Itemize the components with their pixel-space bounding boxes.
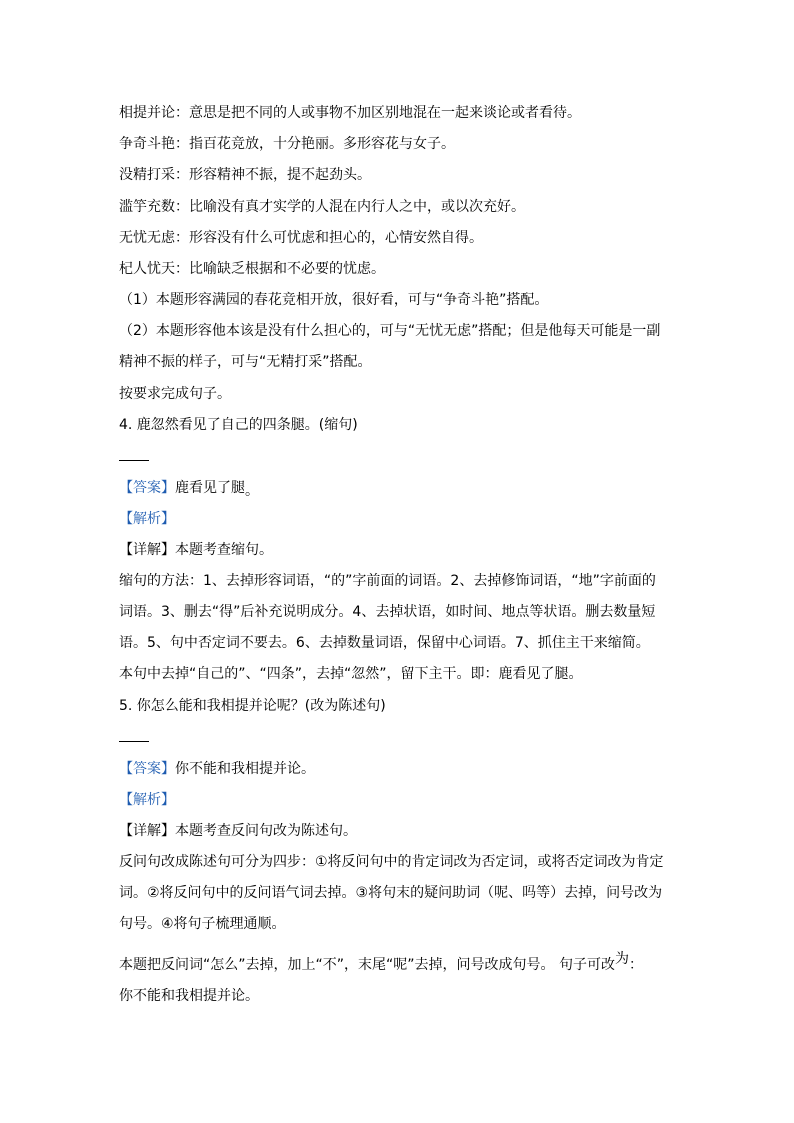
answer-tail: 。 [245,483,259,499]
analysis-label: 【解析】 [119,511,175,527]
definition-qirenyoutian: 杞人忧天：比喻缺乏根据和不必要的忧虑。 [119,261,385,277]
definition-zhengqidouyan: 争奇斗艳：指百花竞放，十分艳丽。多形容花与女子。 [119,136,455,152]
answer-row [119,478,259,498]
section-instruction: 按要求完成句子。 [119,386,231,402]
method-line-1: 缩句的方法：1、去掉形容词语，“的”字前面的词语。2、去掉修饰词语，“地”字前面的 [119,573,656,589]
steps-line-1: 反问句改成陈述句可分为四步：①将反问句中的肯定词改为否定词，或将否定词改为肯定 [119,854,664,870]
q5-conclusion-line-2: 你不能和我相提并论。 [119,988,259,1004]
q4-conclusion: 本句中去掉“自己的”、“四条”，去掉“忽然”，留下主干。即：鹿看见了腿。 [119,666,583,682]
detail-label: 【详解】 [119,823,175,839]
steps-line-3: 句号。④将句子梳理通顺。 [119,916,286,932]
definition-xiangtibinglun: 相提并论：意思是把不同的人或事物不加区别地混在一起来谈论或者看待。 [119,105,581,121]
answer-blank-line [119,460,149,461]
detail-text: 本题考查缩句。 [175,542,273,558]
answer-row [119,759,315,779]
analysis-label: 【解析】 [119,792,175,808]
steps-line-2: 词。②将反问句中的反问语气词去掉。③将句末的疑问助词（呢、吗等）去掉，问号改为 [119,885,663,901]
definition-lanyuchongshu: 滥竽充数：比喻没有真才实学的人混在内行人之中，或以次充好。 [119,199,525,215]
explanation-part-2b: 精神不振的样子，可与“无精打采”搭配。 [119,354,372,370]
method-line-3: 语。5、句中否定词不要去。6、去掉数量词语，保留中心词语。7、抓住主干来缩简。 [119,635,650,651]
question-4: 4. 鹿忽然看见了自己的四条腿。(缩句) [119,417,358,433]
conclusion-colon: ： [628,957,643,973]
explanation-part-2a: （2）本题形容他本该是没有什么担心的，可与“无忧无虑”搭配；但是他每天可能是一副 [119,323,661,339]
detail-row [119,540,273,560]
detail-row [119,821,357,841]
conclusion-superscript: 为 [614,951,629,967]
conclusion-text: 本题把反问词“怎么”去掉，加上“不”，末尾“呢”去掉，问号改成句号。 句子可改 [119,957,615,973]
question-5: 5. 你怎么能和我相提并论呢？(改为陈述句) [119,698,386,714]
explanation-part-1: （1）本题形容满园的春花竞相开放，很好看，可与“争奇斗艳”搭配。 [119,292,549,308]
definition-wuyouwulv: 无忧无虑：形容没有什么可忧虑和担心的，心情安然自得。 [119,230,483,246]
answer-text: 你不能和我相提并论。 [175,761,315,777]
definition-meijingdacai: 没精打采：形容精神不振，提不起劲头。 [119,167,371,183]
answer-text: 鹿看见了腿 [175,480,245,496]
answer-blank-line [119,741,149,742]
detail-label: 【详解】 [119,542,175,558]
detail-text: 本题考查反问句改为陈述句。 [175,823,357,839]
answer-label: 【答案】 [119,480,175,496]
method-line-2: 词语。3、删去“得”后补充说明成分。4、去掉状语，如时间、地点等状语。删去数量短 [119,604,656,620]
q5-conclusion-line [119,951,643,975]
answer-label: 【答案】 [119,761,175,777]
